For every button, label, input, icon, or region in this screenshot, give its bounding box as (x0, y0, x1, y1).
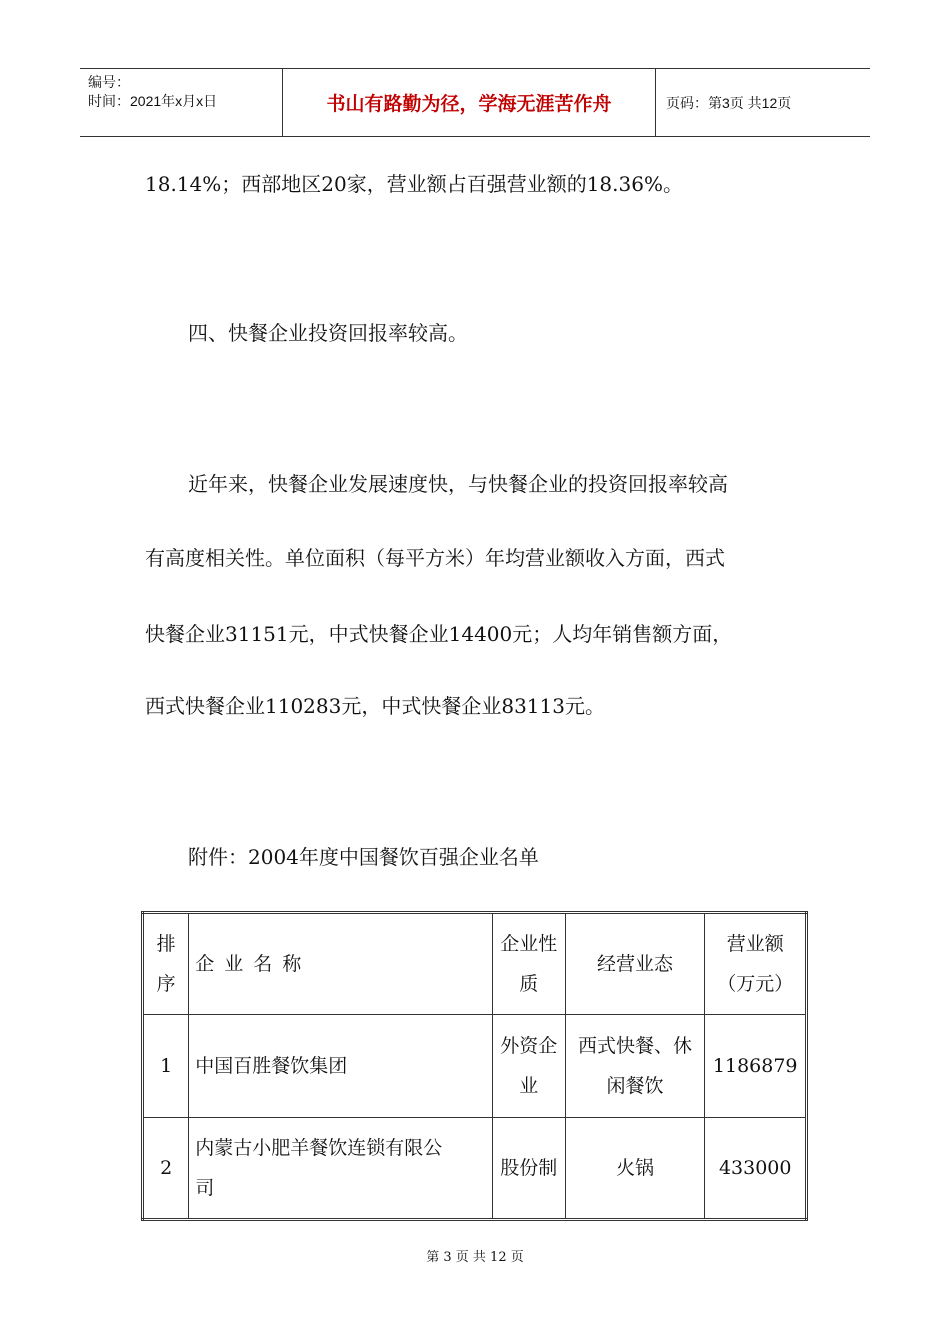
header-company-nature: 企业性 质 (493, 913, 565, 1015)
cell-revenue: 1186879 (705, 1015, 807, 1118)
page-footer: 第 3 页 共 12 页 (426, 1250, 524, 1265)
cell-company-nature: 股份制 (493, 1118, 565, 1220)
cell-business-format: 火锅 (565, 1118, 705, 1220)
header-motto-cell (282, 69, 656, 136)
top100-table (141, 911, 808, 1221)
paragraph-line-3: 快餐企业31151元，中式快餐企业14400元；人均年销售额方面， (145, 622, 733, 646)
table-header-row (143, 913, 807, 1015)
paragraph-line-2: 有高度相关性。单位面积（每平方米）年均营业额收入方面，西式 (145, 546, 725, 570)
paragraph-line-4: 西式快餐企业110283元，中式快餐企业83113元。 (145, 694, 605, 718)
header-page-info: 页码：第3页 共12页 (666, 94, 792, 111)
cell-business-format: 西式快餐、休 闲餐饮 (565, 1015, 705, 1118)
cell-company-nature: 外资企 业 (493, 1015, 565, 1118)
header-revenue: 营业额 （万元） (705, 913, 807, 1015)
page-header (80, 68, 870, 137)
body-line-continued: 18.14%；西部地区20家，营业额占百强营业额的18.36%。 (145, 172, 683, 196)
table-row (143, 1118, 807, 1220)
attachment-title: 附件：2004年度中国餐饮百强企业名单 (188, 845, 539, 869)
document-number-label: 编号： (88, 74, 130, 90)
cell-company-name: 中国百胜餐饮集团 (189, 1015, 493, 1118)
cell-rank: 2 (143, 1118, 189, 1220)
table-row (143, 1015, 807, 1118)
header-left-cell (80, 69, 282, 136)
header-motto: 书山有路勤为径，学海无涯苦作舟 (326, 94, 612, 115)
cell-revenue: 433000 (705, 1118, 807, 1220)
cell-rank: 1 (143, 1015, 189, 1118)
header-business-format: 经营业态 (565, 913, 705, 1015)
section-heading-4: 四、快餐企业投资回报率较高。 (188, 321, 468, 345)
header-page-cell (654, 69, 870, 136)
paragraph-line-1: 近年来，快餐企业发展速度快，与快餐企业的投资回报率较高 (188, 472, 728, 496)
document-date-label: 时间：2021年x月x日 (88, 93, 218, 109)
cell-company-name: 内蒙古小肥羊餐饮连锁有限公 司 (189, 1118, 493, 1220)
header-company-name: 企业名称 (189, 913, 493, 1015)
header-rank: 排 序 (143, 913, 189, 1015)
